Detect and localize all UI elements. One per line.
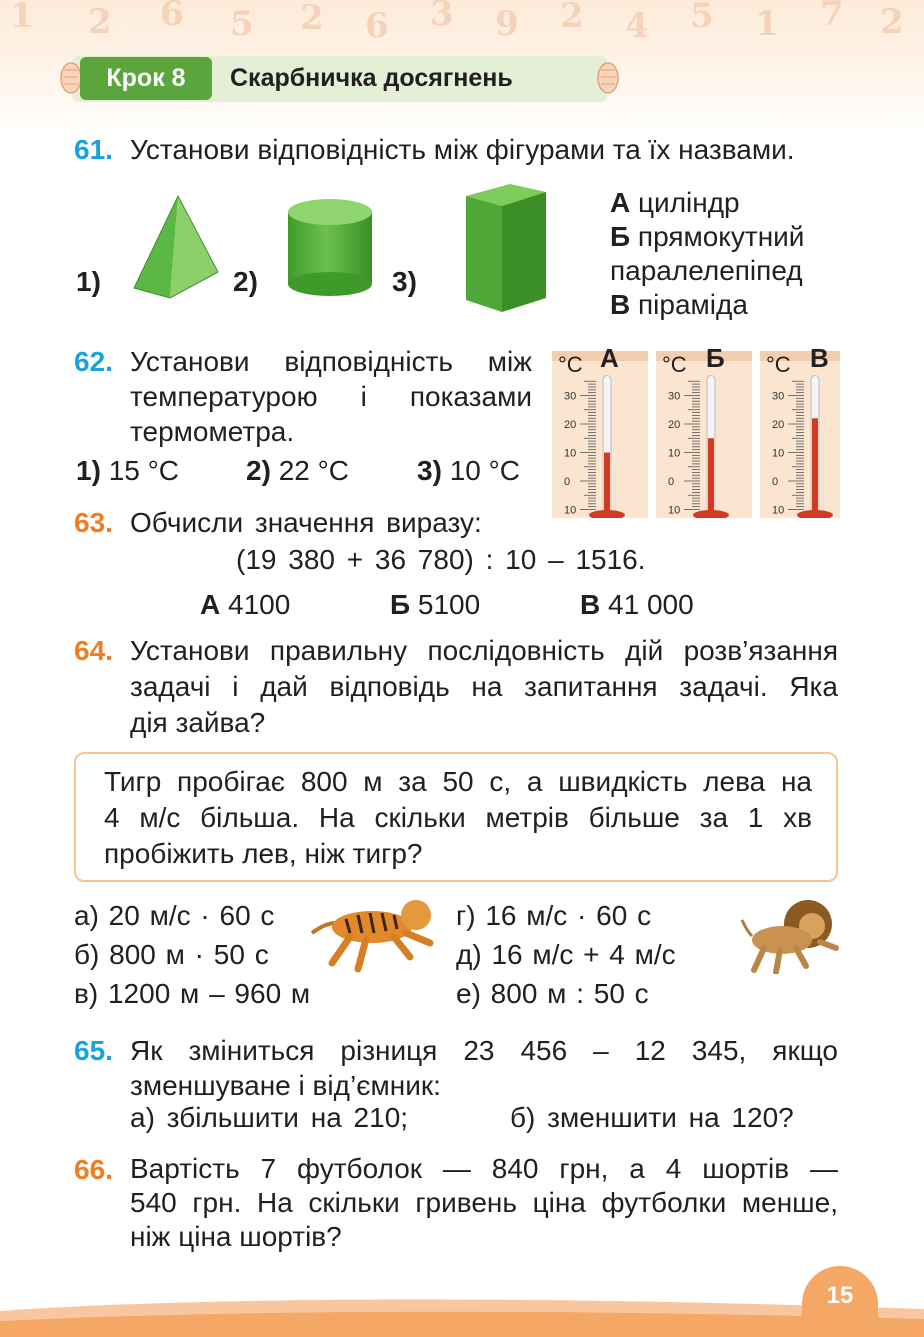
option-v [610,288,804,322]
task66-line: 540 грн. На скільки гривень ціна футболки менше, [130,1187,838,1218]
task-number: 64. [74,635,113,666]
step-label: Крок 8 [80,57,212,100]
left-hand-icon [56,60,82,96]
option-text: піраміда [638,289,748,320]
scale-label: 0 [668,476,675,488]
task-number: 63. [74,507,113,538]
pyramid-icon [130,192,222,302]
decor-digit: 9 [495,4,519,44]
task-number: 65. [74,1035,113,1066]
task63-expression: (19 380 + 36 780) : 10 – 1516. [236,544,646,575]
scale-label: 0 [772,476,779,488]
cylinder-icon [282,196,378,298]
action-item: д) 16 м/с + 4 м/с [456,939,676,970]
shape-label: 3) [392,266,417,297]
temperature-item [76,453,179,488]
answer-value: 4100 [228,589,291,620]
decor-digit: 1 [10,0,34,36]
scale-label: 20 [772,419,785,431]
item-label: 1) [76,455,101,486]
problem-line: пробіжить лев, ніж тигр? [104,838,423,869]
decor-digit: 7 [820,0,844,34]
mercury-column [708,438,714,518]
actions-right [456,896,676,1013]
problem-text [104,764,812,872]
answer-letter: А [200,589,221,620]
task62-line: температурою і показами [130,381,532,412]
parallelepiped-icon [464,182,548,314]
task64-line: задачі і дай відповідь на запитання задачі. Яка [130,671,838,702]
thermometer-unit: °С [662,352,687,377]
temperature-item [246,453,349,488]
item-label: 3) [417,455,442,486]
answer-option [200,587,290,622]
item-label: 2) [246,455,271,486]
decor-digit: 5 [690,0,714,36]
task-number: 61. [74,134,113,165]
task64-text [130,633,838,741]
scale-label: 0 [564,476,571,488]
scale-label: 10 [668,504,681,517]
shape-options [610,186,804,322]
decor-digit: 6 [160,0,184,34]
actions-left [74,896,310,1013]
option-text: прямокутний [637,221,805,252]
action-item: в) 1200 м – 960 м [74,978,311,1009]
item-value: 10 °С [449,455,521,486]
section-title: Скарбничка досягнень [230,64,513,92]
item-value: 15 °С [108,455,180,486]
option-a [610,186,804,220]
task64-line: дія зайва? [130,707,266,738]
action-item: г) 16 м/с · 60 с [456,900,652,931]
task-number: 62. [74,346,113,377]
scale-label: 30 [772,390,785,403]
task65-line: Як зміниться різниця 23 456 – 12 345, якщо [130,1035,838,1066]
thermometers [552,343,840,518]
lion-icon [740,896,840,974]
decor-digit: 3 [430,0,454,34]
scale-label: 10 [772,447,785,460]
scale-label: 10 [564,504,577,517]
thermometer-letter: Б [706,343,725,373]
page-number: 15 [802,1266,878,1326]
shape-label: 1) [76,266,101,297]
thermometer-unit: °С [766,352,791,377]
scale-label: 30 [668,390,681,403]
scale-label: 30 [564,390,577,403]
thermometer-letter: А [600,343,619,373]
decor-digits [0,0,924,60]
mercury-column [812,418,818,518]
problem-line: 4 м/с більша. На скільки метрів більше за 1 хв [104,802,812,833]
action-item: б) 800 м · 50 с [74,939,269,970]
scale-label: 10 [772,504,785,517]
answer-value: 5100 [417,589,481,620]
answer-option [390,587,480,622]
thermometer [552,343,648,518]
decor-digit: 6 [365,6,389,46]
bottom-wave [0,1289,924,1337]
task-number: 66. [74,1154,113,1185]
problem-line: Тигр пробігає 800 м за 50 с, а швидкість лева на [104,766,812,797]
shape-label: 2) [233,266,258,297]
decor-digit: 1 [755,4,779,44]
task65-line: зменшуване і від’ємник: [130,1070,441,1101]
action-item: е) 800 м : 50 с [456,978,649,1009]
task65-option-b: б) зменшити на 120? [510,1102,794,1133]
option-letter: В [610,289,631,320]
decor-digit: 5 [230,4,254,44]
task65-text [130,1033,838,1103]
item-value: 22 °С [278,455,350,486]
tiger-icon [306,893,440,973]
thermometer [656,343,752,518]
right-hand-icon [597,60,623,96]
answer-letter: Б [390,589,411,620]
temperature-item [417,453,520,488]
scale-label: 10 [564,447,577,460]
decor-digit: 2 [880,2,904,42]
option-letter: А [610,187,631,218]
task66-line: Вартість 7 футболок — 840 грн, а 4 шортів — [130,1153,838,1184]
option-letter: Б [610,221,631,252]
action-item: а) 20 м/с · 60 с [74,900,275,931]
option-b [610,220,804,254]
thermometer-unit: °С [558,352,583,377]
thermometer-letter: В [810,343,829,373]
decor-digit: 2 [88,2,112,42]
answer-letter: В [580,589,601,620]
task65-option-a: а) збільшити на 210; [130,1102,409,1133]
decor-digit: 2 [300,0,324,38]
task62-text [130,344,532,449]
scale-label: 20 [668,419,681,431]
decor-digit: 4 [625,6,649,46]
mercury-column [604,453,610,519]
task62-line: термометра. [130,416,295,447]
task66-text [130,1152,838,1254]
option-b-cont [610,254,804,288]
answer-option [580,587,694,622]
decor-digit: 2 [560,0,584,36]
thermometer [760,343,840,518]
option-text: паралелепіпед [610,255,803,286]
scale-label: 20 [564,419,577,431]
task61-text: Установи відповідність між фігурами та їх назвами. [130,134,795,165]
answer-value: 41 000 [608,589,694,620]
task62-line: Установи відповідність між [130,346,532,377]
option-text: циліндр [638,187,740,218]
task66-line: ніж ціна шортів? [130,1221,342,1252]
scale-label: 10 [668,447,681,460]
task64-line: Установи правильну послідовність дій розв’язання [130,635,838,666]
task63-text: Обчисли значення виразу: [130,507,482,538]
